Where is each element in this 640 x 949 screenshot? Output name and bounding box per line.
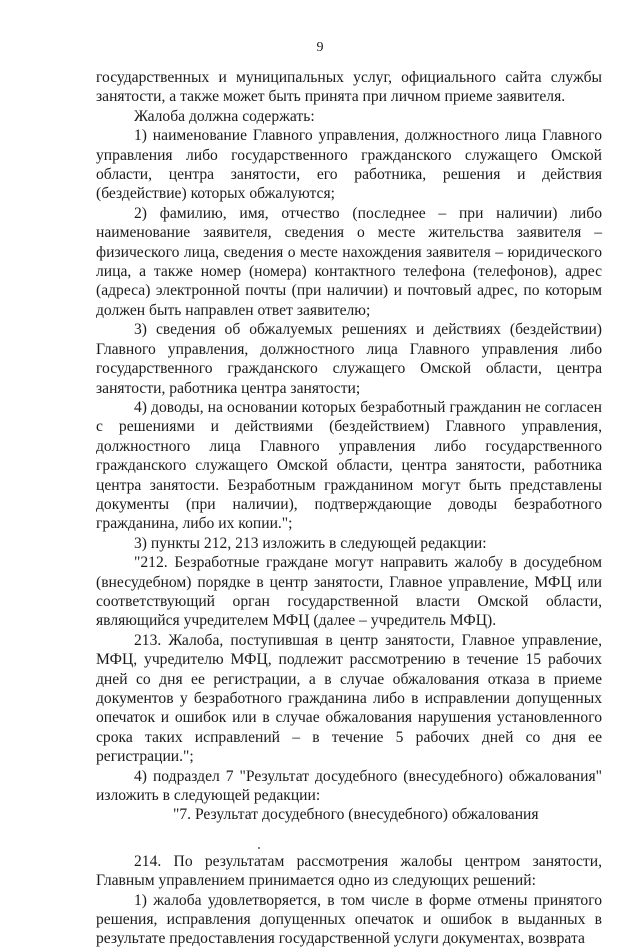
paragraph: 213. Жалоба, поступившая в центр занятости, Главное управление, МФЦ, учредителю МФЦ, подлежит рассмотрению в течение 15 рабочих дней со дня ее регистрации, а в случае обжалования отказа в приеме документов у безработного гражданина либо в исправлении допущенных опечаток и ошибок или в случае обжалования нарушения установленного срока таких исправлений – в течение 5 рабочих дней со дня ее регистрации."; xyxy=(96,631,602,766)
list-item: 3) пункты 212, 213 изложить в следующей редакции: xyxy=(134,534,487,552)
paragraph: "212. Безработные граждане могут направить жалобу в досудебном (внесудебном) порядке в центр занятости, Главное управление, МФЦ или соответствующий орган государственной власти Омской области, являющийся учредителем МФЦ (далее – учредитель МФЦ). xyxy=(96,554,602,630)
scan-speck xyxy=(258,847,260,849)
section-heading: "7. Результат досудебного (внесудебного) обжалования xyxy=(173,806,539,824)
list-item: 1) жалоба удовлетворяется, в том числе в форме отмены принятого решения, исправления допущенных опечаток и ошибок в выданных в результате предоставления государственной услуги документах, возврата xyxy=(96,891,602,948)
list-item: 3) сведения об обжалуемых решениях и действиях (бездействии) Главного управления, должностного лица Главного управления либо государственного гражданского служащего Омской области, центра занятости, работника центра занятости; xyxy=(96,321,602,397)
paragraph: государственных и муниципальных услуг, официального сайта службы занятости, а также может быть принята при личном приеме заявителя. xyxy=(96,69,602,106)
document-body xyxy=(96,68,602,949)
paragraph: Жалоба должна содержать: xyxy=(134,107,315,125)
list-item: 2) фамилию, имя, отчество (последнее – при наличии) либо наименование заявителя, сведения о месте жительства заявителя – физического лица, сведения о месте нахождения заявителя – юридического лица, а также номер (номера) контактного телефона (телефонов), адрес (адреса) электронной почты (при наличии) и почтовый адрес, по которым должен быть направлен ответ заявителю; xyxy=(96,204,602,319)
list-item: 1) наименование Главного управления, должностного лица Главного управления либо государственного гражданского служащего Омской области, центра занятости, его работника, решения и действия (бездействие) которых обжалуются; xyxy=(96,127,602,203)
list-item: 4) подраздел 7 "Результат досудебного (внесудебного) обжалования" изложить в следующей редакции: xyxy=(96,767,602,805)
paragraph: 214. По результатам рассмотрения жалобы центром занятости, Главным управлением принимается одно из следующих решений: xyxy=(96,852,602,890)
list-item: 4) доводы, на основании которых безработный гражданин не согласен с решениями и действиями (бездействием) Главного управления, должностного лица Главного управления либо государственного гражданского служащего Омской области, центра занятости, работника центра занятости. Безработным гражданином могут быть представлены документы (при наличии), подтверждающие доводы безработного гражданина, либо их копии."; xyxy=(96,398,602,533)
page-number: 9 xyxy=(316,40,324,55)
